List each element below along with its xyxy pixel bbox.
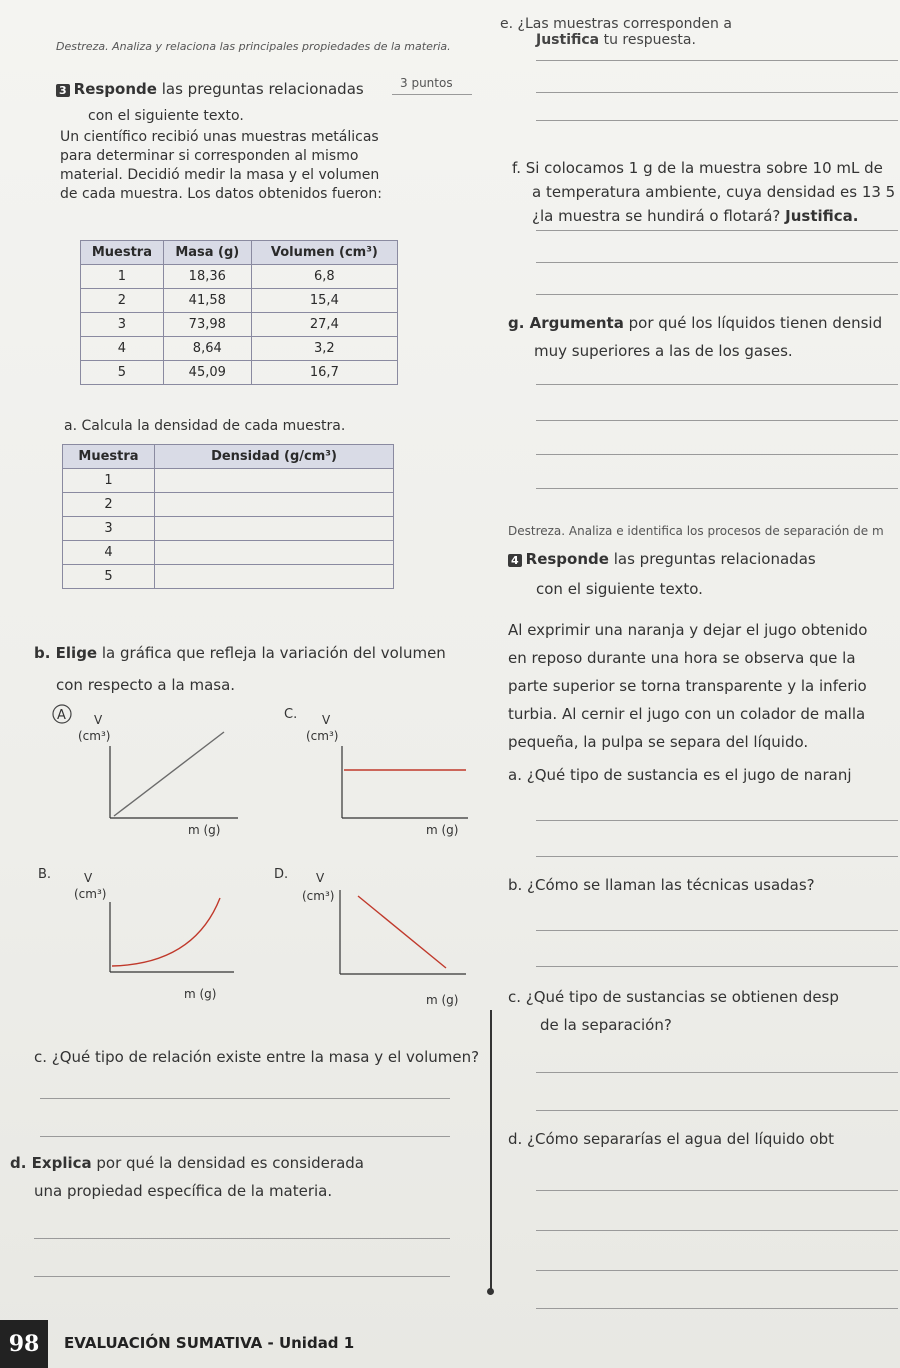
question-2c: c. ¿Qué tipo de sustancias se obtienen desp [508,988,839,1006]
answer-line[interactable] [536,856,898,857]
graph-d-letter: D. [274,867,289,882]
graph-a-series [114,732,224,816]
answer-line[interactable] [536,384,898,385]
answer-line[interactable] [536,1072,898,1073]
density-table [62,444,394,589]
section-4-subtitle: con el siguiente texto. [536,580,703,598]
graph-c-letter: C. [284,707,298,722]
table-row: 3 [63,517,394,541]
answer-line[interactable] [536,420,898,421]
divider-dot [487,1288,494,1295]
svg-text:m (g): m (g) [426,993,459,1007]
table-row: 4 [63,541,394,565]
graph-d-series [358,896,446,968]
graph-b[interactable] [34,860,244,1010]
section-3-title: 3 Responde las preguntas relacionadas [56,80,364,98]
answer-line[interactable] [536,930,898,931]
question-2d: d. ¿Cómo separarías el agua del líquido obt [508,1130,835,1148]
svg-text:(cm³): (cm³) [74,887,107,901]
graph-a[interactable] [50,700,250,840]
answer-line[interactable] [34,1238,450,1239]
question-b-line2: con respecto a la masa. [56,676,236,694]
section-4-title: 4 Responde las preguntas relacionadas [508,550,816,568]
intro-text: Un científico recibió unas muestras metálicas para determinar si corresponden al mismo material. Decidió medir la masa y el volumen de cada muestra. Los datos obtenidos fueron: [60,129,382,202]
header-masa: Masa (g) [163,241,251,265]
section-3-subtitle: con el siguiente texto. [88,108,244,124]
table-row: 4 8,64 3,2 [81,337,398,361]
question-d-line2: una propiedad específica de la materia. [34,1182,333,1200]
answer-line[interactable] [536,92,898,93]
points-underline [392,94,472,95]
answer-line[interactable] [536,230,898,231]
answer-line[interactable] [34,1276,450,1277]
answer-line[interactable] [536,120,898,121]
data-table [80,240,398,385]
density-answer-cell[interactable] [155,565,394,589]
answer-line[interactable] [40,1136,450,1137]
answer-line[interactable] [536,454,898,455]
answer-line[interactable] [536,820,898,821]
question-e-line2: Justifica tu respuesta. [536,32,696,48]
table-row: 1 18,36 6,8 [81,265,398,289]
svg-text:m (g): m (g) [188,823,221,837]
svg-text:m (g): m (g) [184,987,217,1001]
question-a: a. Calcula la densidad de cada muestra. [64,418,346,434]
svg-text:V: V [94,713,103,727]
density-answer-cell[interactable] [155,493,394,517]
header-muestra-2: Muestra [63,445,155,469]
points-label: 3 puntos [400,76,453,90]
svg-text:(cm³): (cm³) [78,729,111,743]
answer-line[interactable] [536,1190,898,1191]
question-2a: a. ¿Qué tipo de sustancia es el jugo de naranj [508,766,852,784]
table-row: 5 [63,565,394,589]
graph-b-series [112,898,220,966]
density-answer-cell[interactable] [155,517,394,541]
answer-line[interactable] [536,1230,898,1231]
answer-line[interactable] [536,488,898,489]
question-2b: b. ¿Cómo se llaman las técnicas usadas? [508,876,815,894]
page-number: 98 [0,1320,48,1368]
skill-label-2: Destreza. Analiza e identifica los procesos de separación de m [508,524,884,538]
table-row: 1 [63,469,394,493]
question-c: c. ¿Qué tipo de relación existe entre la masa y el volumen? [34,1048,480,1066]
graph-b-letter: B. [38,867,52,882]
svg-text:V: V [84,871,93,885]
answer-line[interactable] [536,1110,898,1111]
question-e: e. ¿Las muestras corresponden a [500,16,732,32]
header-muestra: Muestra [81,241,164,265]
header-volumen: Volumen (cm³) [251,241,397,265]
answer-line[interactable] [536,60,898,61]
svg-text:V: V [322,713,331,727]
svg-text:(cm³): (cm³) [306,729,339,743]
answer-line[interactable] [40,1098,450,1099]
table-row: 2 41,58 15,4 [81,289,398,313]
svg-text:V: V [316,871,325,885]
density-answer-cell[interactable] [155,541,394,565]
table-row: 2 [63,493,394,517]
section-4-text: Al exprimir una naranja y dejar el jugo obtenido en reposo durante una hora se observa que la parte superior se torna transparente y la inferio turbia. Al cernir el jugo con un colador de malla pequeña, la pulpa se separa del líquido. [508,621,868,751]
graph-a-letter: A [57,708,66,723]
question-g-line2: muy superiores a las de los gases. [534,342,793,360]
header-densidad: Densidad (g/cm³) [155,445,394,469]
density-answer-cell[interactable] [155,469,394,493]
graph-d[interactable] [270,860,480,1010]
question-d: d. Explica por qué la densidad es considerada [10,1154,364,1172]
question-f: f. Si colocamos 1 g de la muestra sobre 10 mL de a temperatura ambiente, cuya densidad es 13 5 ¿la muestra se hundirá o flotará? Justifica. [512,159,896,225]
question-g: g. Argumenta por qué los líquidos tienen densid [508,314,883,332]
answer-line[interactable] [536,966,898,967]
answer-line[interactable] [536,1270,898,1271]
table-row: 5 45,09 16,7 [81,361,398,385]
column-divider [490,1010,492,1290]
svg-text:m (g): m (g) [426,823,459,837]
svg-text:(cm³): (cm³) [302,889,335,903]
skill-label: Destreza. Analiza y relaciona las principales propiedades de la materia. [56,40,451,53]
answer-line[interactable] [536,294,898,295]
footer-title: EVALUACIÓN SUMATIVA - Unidad 1 [64,1334,355,1352]
answer-line[interactable] [536,262,898,263]
question-2c-line2: de la separación? [540,1016,672,1034]
section-number: 3 [56,84,70,97]
answer-line[interactable] [536,1308,898,1309]
table-row: 3 73,98 27,4 [81,313,398,337]
graph-c[interactable] [280,700,480,840]
question-b: b. Elige la gráfica que refleja la variación del volumen [34,644,446,662]
